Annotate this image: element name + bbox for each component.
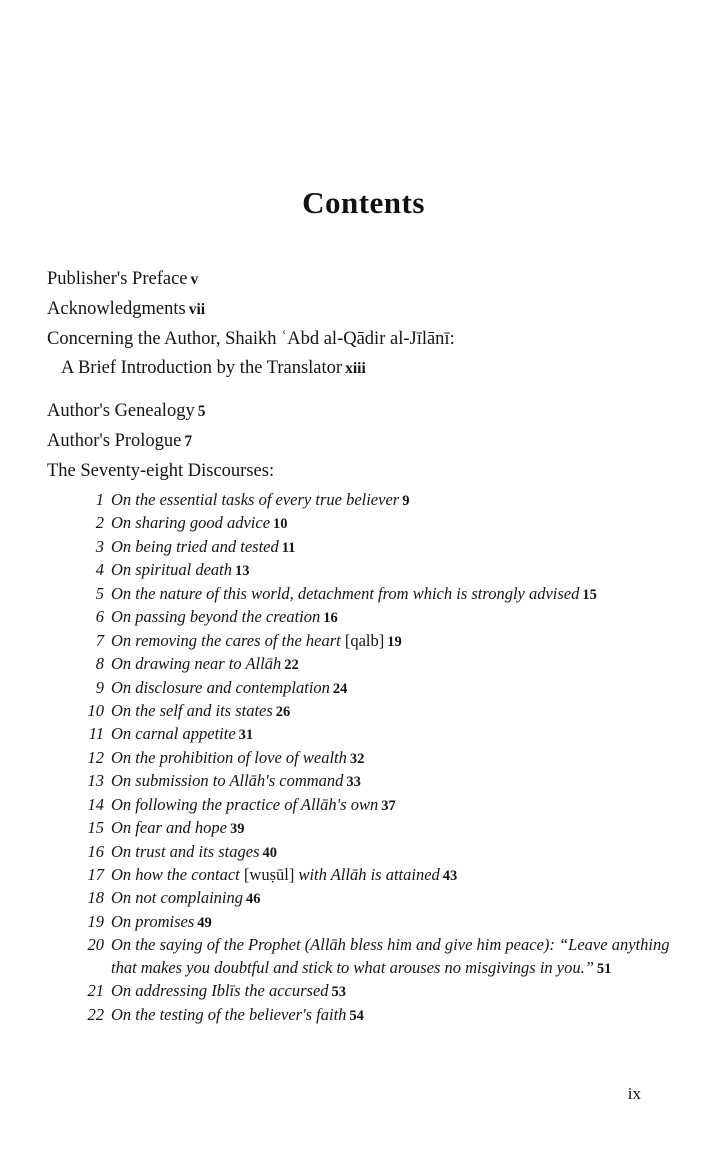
- discourse-number: 5: [95, 583, 104, 603]
- toc-discourse-row[interactable]: [78, 911, 678, 934]
- discourse-title-text: On the saying of the Prophet (Allāh bless him and give him peace): “Leave anything that makes you doubtful and stick to what arouses no misgivings in you.”: [111, 935, 670, 977]
- discourse-page: 53: [331, 984, 347, 1001]
- discourse-page: 10: [273, 516, 288, 533]
- toc-discourse-row[interactable]: [78, 583, 678, 606]
- discourse-title: [111, 559, 678, 582]
- discourse-title: [111, 934, 678, 980]
- toc-entry-label: A Brief Introduction by the Translator: [61, 358, 343, 379]
- discourse-page: 54: [349, 1007, 364, 1024]
- discourse-page: 11: [281, 539, 296, 556]
- discourse-title: [111, 980, 678, 1003]
- discourse-title: [111, 606, 678, 629]
- discourse-title: [111, 817, 678, 840]
- discourse-number: 20: [87, 935, 104, 955]
- discourse-title: [111, 630, 678, 653]
- toc-discourse-row[interactable]: [78, 887, 678, 910]
- discourse-title: [111, 723, 678, 746]
- discourse-number: 10: [87, 700, 104, 720]
- discourse-page: 51: [596, 961, 612, 977]
- discourse-title-text: On removing the cares of the heart: [111, 630, 341, 650]
- discourse-page: 39: [229, 821, 245, 838]
- discourse-page: 37: [381, 797, 396, 814]
- discourse-page: 22: [284, 657, 299, 674]
- discourse-title: [111, 887, 678, 910]
- toc-entry-label: Author's Prologue: [47, 430, 182, 451]
- discourse-title-text: On being tried and tested: [111, 536, 279, 556]
- discourse-title-text: On trust and its stages: [111, 841, 260, 861]
- discourse-title: [111, 653, 678, 676]
- discourse-number: 14: [87, 794, 104, 814]
- discourse-number: 19: [87, 911, 104, 931]
- discourse-title: [111, 770, 678, 793]
- discourse-page: 32: [349, 750, 365, 767]
- discourse-title-text: On the nature of this world, detachment from which is strongly advised: [111, 583, 580, 603]
- discourse-number: 21: [87, 981, 104, 1001]
- discourse-title-text: On promises: [111, 911, 195, 931]
- discourse-title-text: On the essential tasks of every true believer: [111, 490, 400, 509]
- front-matter-list: [47, 266, 687, 485]
- discourse-title-text: On carnal appetite: [111, 724, 236, 744]
- discourse-number: 9: [95, 677, 104, 697]
- discourse-number: 3: [95, 536, 104, 556]
- toc-entry-page: v: [190, 271, 199, 288]
- discourse-title-text: On drawing near to Allāh: [111, 654, 282, 674]
- discourse-number: 4: [95, 560, 104, 580]
- page-title: Contents: [302, 185, 425, 220]
- discourse-page: 46: [246, 891, 261, 908]
- toc-discourse-row[interactable]: [78, 630, 678, 653]
- discourse-number: 22: [87, 1004, 104, 1024]
- discourse-transliteration: [wuṣūl]: [239, 865, 295, 884]
- toc-entry-page: vii: [188, 300, 206, 318]
- toc-entry[interactable]: [47, 266, 687, 294]
- discourse-title: [111, 747, 678, 770]
- discourse-number: 1: [95, 490, 104, 509]
- toc-entry[interactable]: [47, 428, 687, 456]
- discourse-page: 43: [442, 868, 458, 884]
- toc-entry-label: Acknowledgments: [47, 298, 186, 319]
- discourses-list: [78, 489, 678, 1027]
- discourse-page: 31: [238, 727, 254, 744]
- discourse-number: 12: [87, 747, 104, 767]
- toc-discourse-row[interactable]: [78, 489, 678, 512]
- toc-discourse-row[interactable]: [78, 841, 678, 864]
- toc-discourse-row[interactable]: [78, 606, 678, 629]
- toc-discourse-row[interactable]: [78, 723, 678, 746]
- discourse-page: 16: [323, 610, 338, 627]
- toc-discourse-row[interactable]: [78, 512, 678, 535]
- discourse-title: [111, 864, 678, 887]
- discourse-number: 6: [95, 607, 104, 627]
- toc-discourse-row[interactable]: [78, 864, 678, 887]
- discourse-title: [111, 583, 678, 606]
- discourse-title-text: On sharing good advice: [111, 513, 271, 533]
- spacer: [47, 385, 687, 398]
- toc-discourse-row[interactable]: [78, 536, 678, 559]
- toc-discourse-row[interactable]: [78, 747, 678, 770]
- discourse-page: 15: [582, 586, 597, 603]
- toc-entry[interactable]: [47, 326, 687, 354]
- discourse-number: 2: [95, 513, 104, 533]
- toc-entry-label: Author's Genealogy: [47, 401, 195, 421]
- discourse-number: 15: [87, 818, 104, 838]
- toc-entry-label: Concerning the Author, Shaikh ʿAbd al-Qādir al-Jīlānī:: [47, 328, 455, 349]
- toc-entry[interactable]: [47, 398, 687, 426]
- discourse-title: [111, 841, 678, 864]
- discourse-title: [111, 794, 678, 817]
- discourse-page: 24: [332, 680, 348, 697]
- discourse-title-text: On submission to Allāh's command: [111, 771, 344, 791]
- toc-entry-label: Publisher's Preface: [47, 269, 188, 289]
- toc-discourse-row[interactable]: [78, 559, 678, 582]
- discourse-page: 13: [235, 563, 250, 580]
- toc-discourse-row[interactable]: [78, 817, 678, 840]
- discourse-title-text-cont: with Allāh is attained: [294, 865, 440, 884]
- toc-discourse-row[interactable]: [78, 653, 678, 676]
- toc-discourse-row[interactable]: [78, 980, 678, 1003]
- toc-discourse-row[interactable]: [78, 770, 678, 793]
- discourse-title-text: On the self and its states: [111, 700, 273, 720]
- discourse-title-text: On the prohibition of love of wealth: [111, 747, 347, 767]
- discourse-page: 9: [402, 493, 410, 509]
- discourse-title: [111, 911, 678, 934]
- discourse-title-text: On fear and hope: [111, 818, 227, 838]
- toc-discourse-row[interactable]: [78, 1004, 678, 1027]
- toc-discourse-row[interactable]: [78, 794, 678, 817]
- toc-entry[interactable]: [61, 355, 687, 383]
- discourse-transliteration: [qalb]: [340, 630, 385, 650]
- toc-discourse-row[interactable]: [78, 677, 678, 700]
- discourse-title-text: On addressing Iblīs the accursed: [111, 981, 329, 1001]
- discourse-number: 16: [87, 841, 104, 861]
- discourse-title-text: On not complaining: [111, 888, 243, 908]
- discourse-title: [111, 1004, 678, 1027]
- discourse-number: 17: [87, 865, 104, 884]
- discourse-number: 7: [95, 630, 104, 650]
- toc-discourse-row[interactable]: [78, 934, 678, 980]
- toc-entry[interactable]: [47, 296, 687, 324]
- discourse-title-text: On the testing of the believer's faith: [111, 1004, 347, 1024]
- discourse-page: 19: [387, 633, 402, 650]
- toc-entry-page: 5: [197, 403, 206, 420]
- discourse-title-text: On passing beyond the creation: [111, 607, 321, 627]
- discourse-title-text: On following the practice of Allāh's own: [111, 794, 379, 814]
- discourse-title: [111, 489, 678, 512]
- discourse-title-text: On disclosure and contemplation: [111, 677, 330, 697]
- discourse-title: [111, 700, 678, 723]
- discourse-title: [111, 536, 678, 559]
- discourse-title-text: On spiritual death: [111, 560, 233, 580]
- discourse-title: [111, 512, 678, 535]
- discourse-number: 11: [88, 724, 104, 744]
- toc-entry-page: xiii: [345, 360, 366, 378]
- discourse-page: 33: [346, 774, 361, 791]
- discourse-page: 40: [262, 844, 278, 861]
- toc-discourse-row[interactable]: [78, 700, 678, 723]
- discourse-title-text: On how the contact: [111, 865, 240, 884]
- discourse-title: [111, 677, 678, 700]
- discourse-number: 18: [87, 888, 104, 908]
- discourse-page: 49: [197, 914, 212, 931]
- toc-entry-page: 7: [184, 432, 193, 450]
- discourses-heading: The Seventy-eight Discourses:: [47, 460, 275, 481]
- discourse-number: 13: [87, 771, 104, 791]
- page-folio: ix: [627, 1084, 641, 1103]
- discourse-number: 8: [95, 654, 104, 674]
- discourse-page: 26: [275, 703, 291, 720]
